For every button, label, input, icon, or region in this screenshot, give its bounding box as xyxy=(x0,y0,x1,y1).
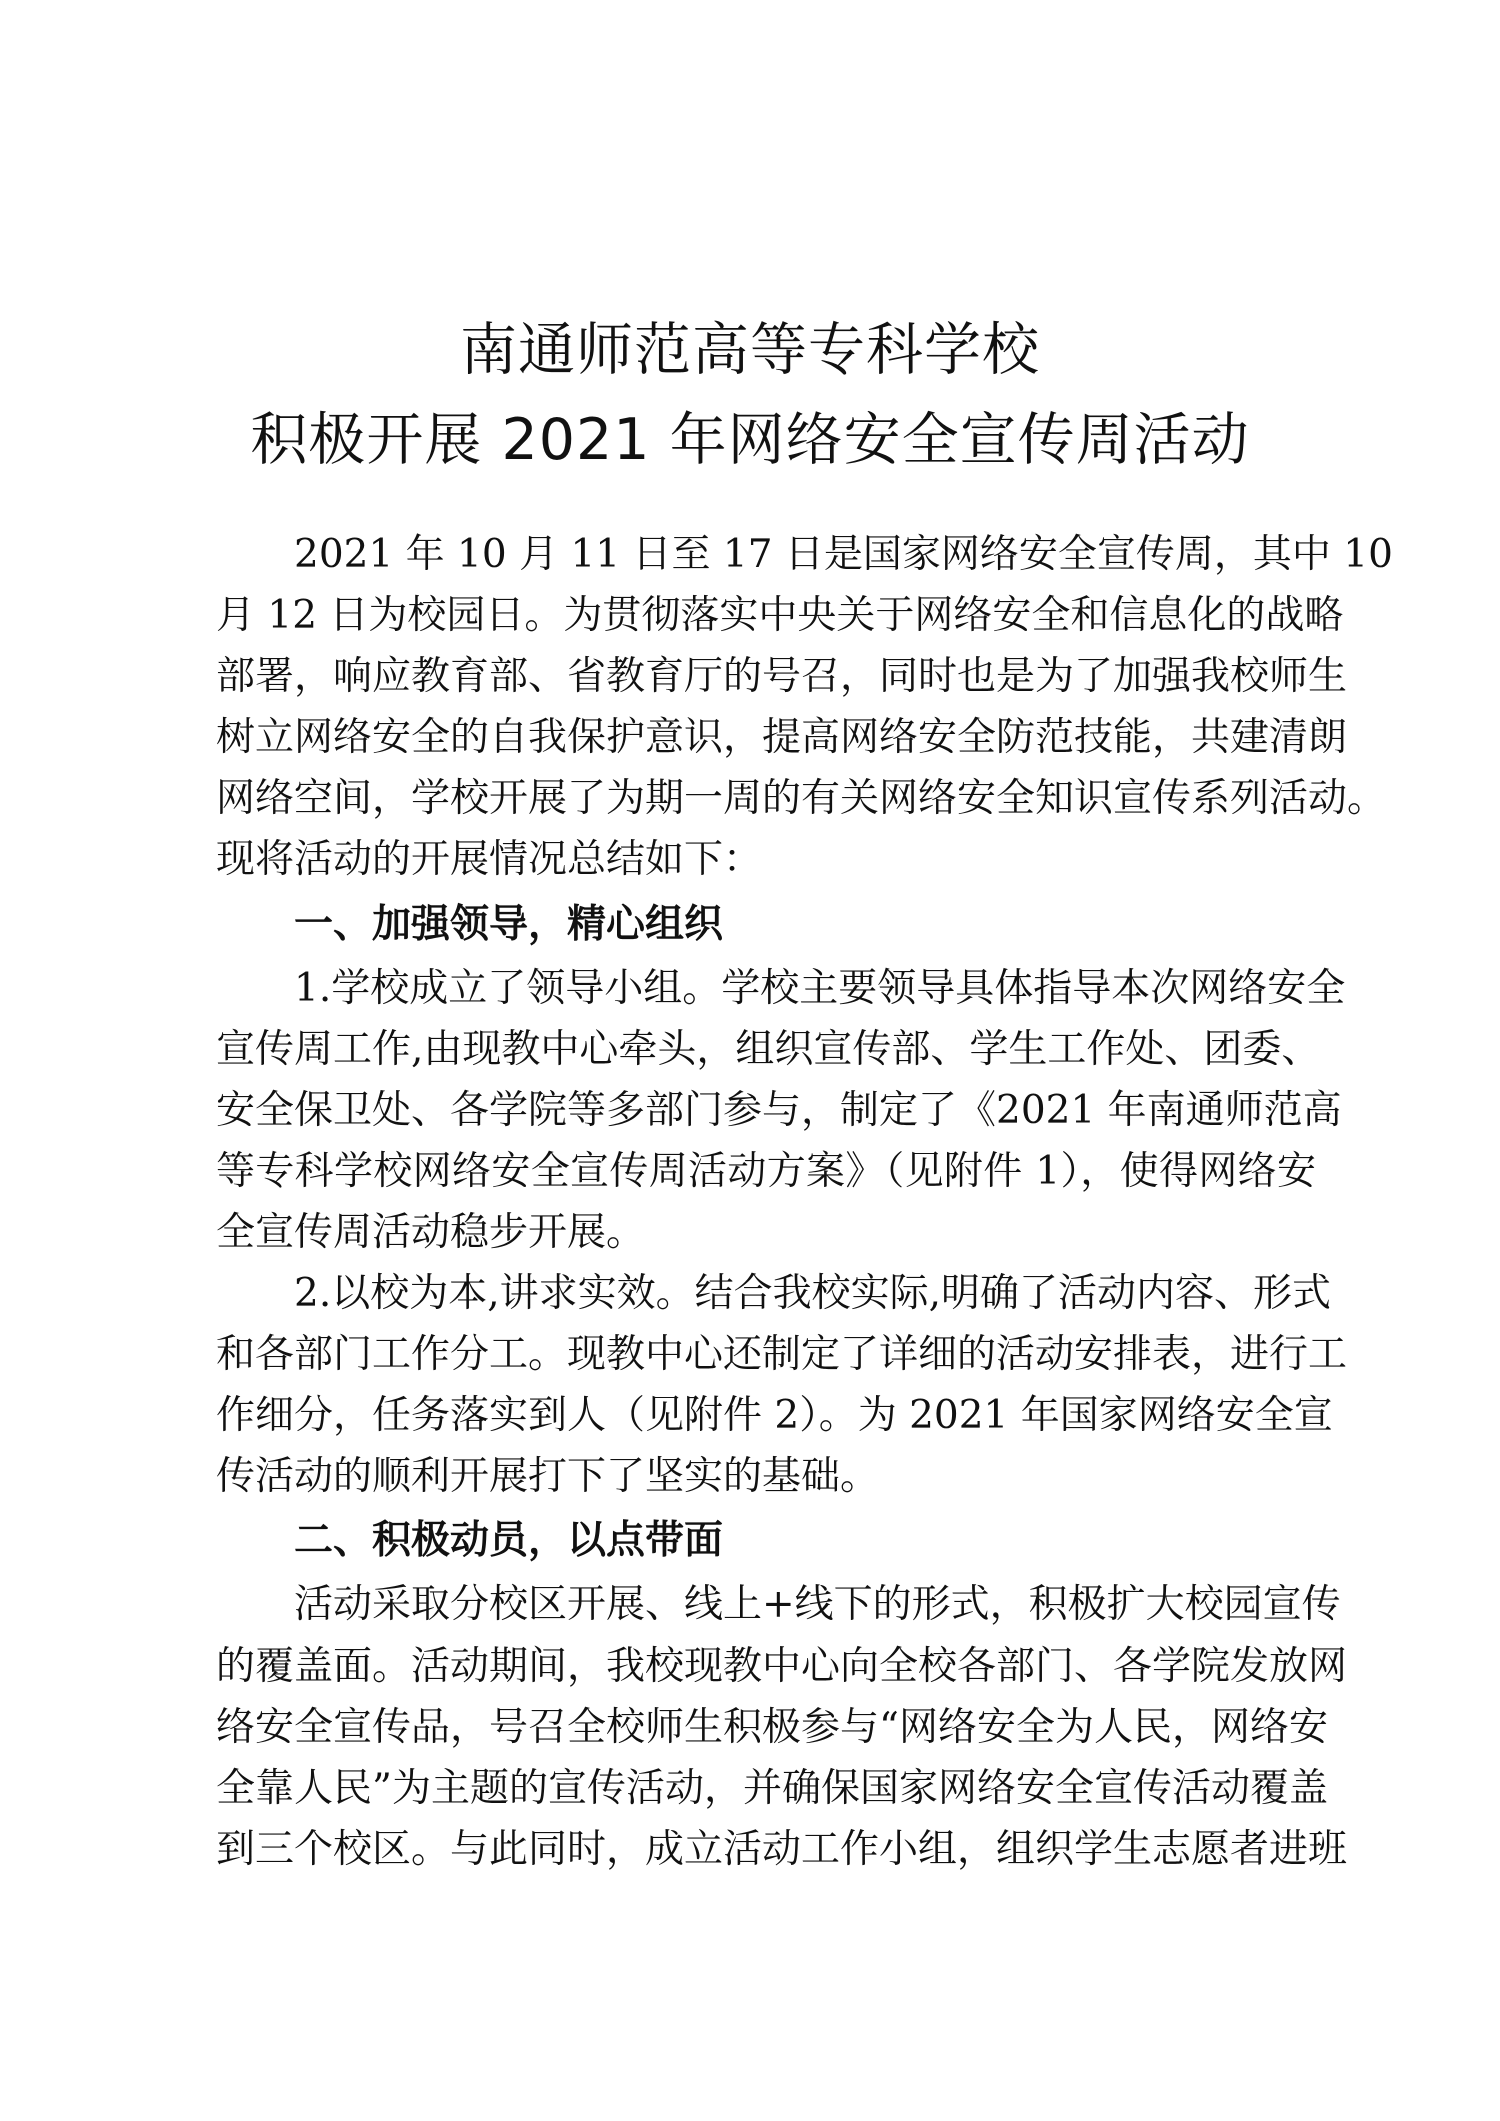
paragraph-line: 全靠人民”为主题的宣传活动，并确保国家网络安全宣传活动覆盖 xyxy=(216,1765,1328,1811)
section1-paragraph-2 xyxy=(216,1263,1348,1507)
paragraph-line: 2.以校为本,讲求实效。结合我校实际,明确了活动内容、形式 xyxy=(294,1271,1332,1317)
section2-paragraph-1 xyxy=(216,1574,1348,1879)
section-heading-2: 二、积极动员，以点带面 xyxy=(294,1518,724,1564)
paragraph-line: 作细分，任务落实到人（见附件 2）。为 2021 年国家网络安全宣 xyxy=(216,1393,1333,1439)
paragraph-line: 的覆盖面。活动期间，我校现教中心向全校各部门、各学院发放网 xyxy=(216,1643,1348,1689)
title-line-1: 南通师范高等专科学校 xyxy=(460,317,1040,383)
document-body xyxy=(216,524,1393,1880)
title-line-2: 积极开展 2021 年网络安全宣传周活动 xyxy=(250,407,1250,473)
paragraph-line: 到三个校区。与此同时，成立活动工作小组，组织学生志愿者进班 xyxy=(216,1826,1348,1872)
paragraph-line: 全宣传周活动稳步开展。 xyxy=(216,1209,646,1255)
paragraph-line: 络安全宣传品，号召全校师生积极参与“网络安全为人民，网络安 xyxy=(216,1704,1328,1750)
section-heading-1: 一、加强领导，精心组织 xyxy=(294,901,724,947)
document-title xyxy=(0,305,1500,485)
paragraph-line: 现将活动的开展情况总结如下： xyxy=(216,837,763,883)
paragraph-line: 月 12 日为校园日。为贯彻落实中央关于网络安全和信息化的战略 xyxy=(216,593,1344,639)
intro-paragraph xyxy=(216,524,1393,891)
paragraph-line: 树立网络安全的自我保护意识，提高网络安全防范技能，共建清朗 xyxy=(216,715,1348,761)
paragraph-line: 2021 年 10 月 11 日至 17 日是国家网络安全宣传周，其中 10 xyxy=(294,532,1393,577)
paragraph-line: 活动采取分校区开展、线上+线下的形式，积极扩大校园宣传 xyxy=(294,1582,1341,1628)
paragraph-line: 传活动的顺利开展打下了坚实的基础。 xyxy=(216,1454,880,1500)
paragraph-line: 等专科学校网络安全宣传周活动方案》（见附件 1），使得网络安 xyxy=(216,1148,1316,1194)
paragraph-line: 安全保卫处、各学院等多部门参与，制定了《2021 年南通师范高 xyxy=(216,1087,1342,1133)
paragraph-line: 部署，响应教育部、省教育厅的号召，同时也是为了加强我校师生 xyxy=(216,654,1348,700)
paragraph-line: 网络空间，学校开展了为期一周的有关网络安全知识宣传系列活动。 xyxy=(216,776,1387,822)
paragraph-line: 1.学校成立了领导小组。学校主要领导具体指导本次网络安全 xyxy=(294,965,1346,1011)
paragraph-line: 宣传周工作,由现教中心牵头，组织宣传部、学生工作处、团委、 xyxy=(216,1026,1321,1072)
section1-paragraph-1 xyxy=(216,958,1346,1263)
paragraph-line: 和各部门工作分工。现教中心还制定了详细的活动安排表，进行工 xyxy=(216,1332,1348,1378)
